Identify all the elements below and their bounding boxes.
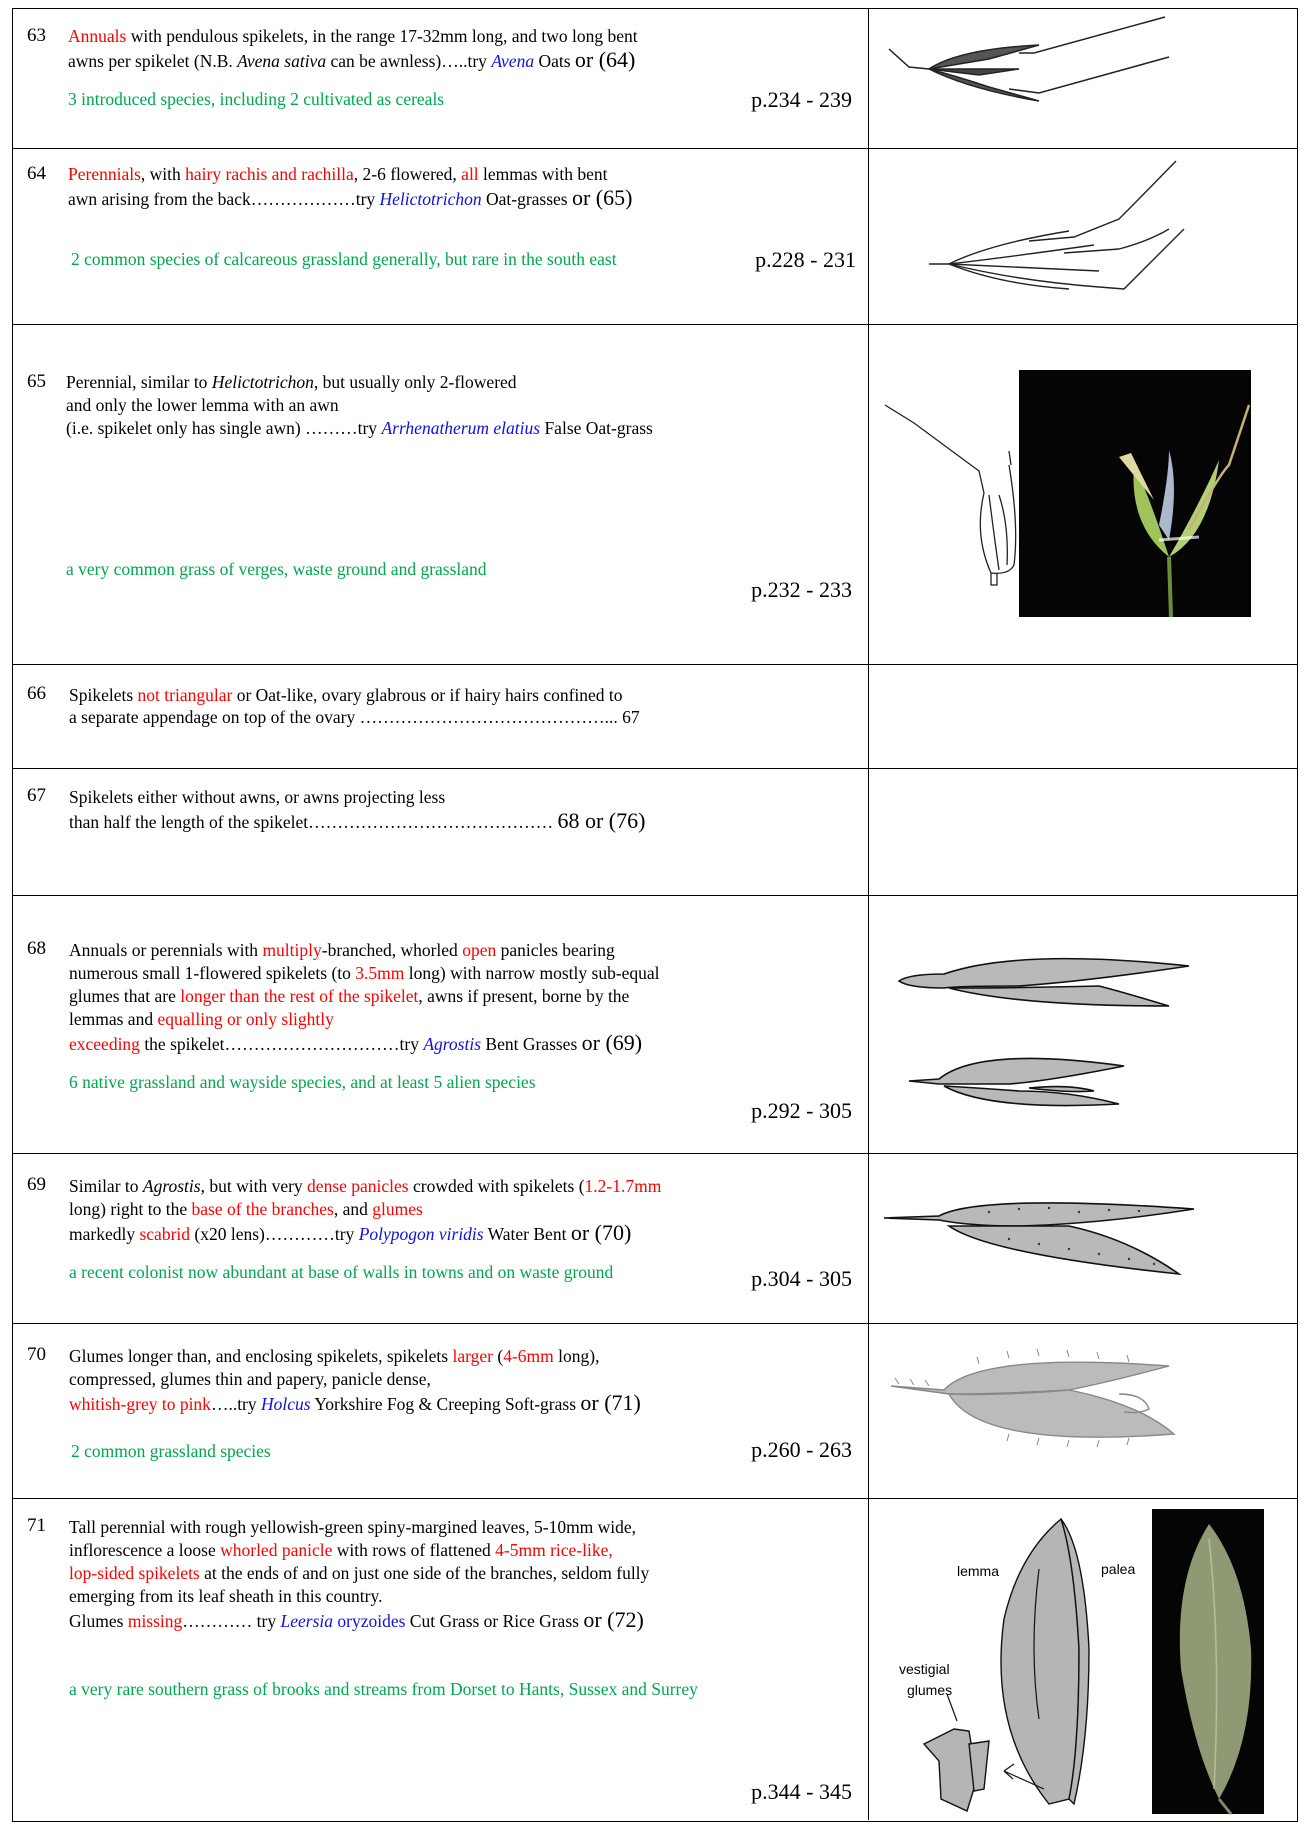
- next-couplet-link[interactable]: 68 or (76): [557, 808, 646, 833]
- couplet-number: 69: [27, 1174, 46, 1195]
- species-name: Arrhenatherum elatius: [381, 418, 541, 438]
- couplet-line: [69, 1516, 636, 1539]
- highlight-text: 3.5mm: [355, 963, 405, 983]
- text: Bent Grasses: [481, 1034, 582, 1054]
- text: and only the lower lemma with an awn: [66, 395, 339, 415]
- helictotrichon-spikelet-drawing: [869, 149, 1299, 325]
- figure-label-lemma: lemma: [957, 1563, 1000, 1579]
- highlight-text: 1.2-1.7mm: [584, 1176, 662, 1196]
- couplet-number: 70: [27, 1344, 46, 1365]
- key-text-cell: [13, 149, 869, 324]
- next-couplet-link[interactable]: or (64): [574, 47, 636, 72]
- text: can be awnless)…..try: [326, 51, 492, 71]
- text: or Oat-like, ovary glabrous or if hairy hairs confined to: [232, 685, 623, 705]
- next-couplet-link[interactable]: a separate appendage on top of the ovary ……………………………………... 67: [69, 707, 640, 727]
- genus-name: Holcus: [261, 1394, 311, 1414]
- key-text-cell: [13, 9, 869, 148]
- genus-name: Leersia: [280, 1611, 333, 1631]
- couplet-line: [69, 1391, 641, 1416]
- avena-spikelet-drawing: [869, 9, 1299, 149]
- key-text-cell: [13, 1324, 869, 1498]
- text: Water Bent: [483, 1224, 571, 1244]
- text: crowded with spikelets (: [408, 1176, 585, 1196]
- couplet-number: 71: [27, 1515, 46, 1536]
- page-reference: p.304 - 305: [751, 1266, 852, 1291]
- text: Yorkshire Fog & Creeping Soft-grass: [310, 1394, 581, 1414]
- highlight-text: multiply: [262, 940, 322, 960]
- agrostis-spikelets-drawing: [869, 896, 1299, 1154]
- key-text-cell: [13, 325, 869, 664]
- figure-cell: [869, 149, 1297, 324]
- text: with rows of flattened: [332, 1540, 496, 1560]
- key-text-cell: [13, 665, 869, 768]
- key-text-cell: [13, 1154, 869, 1323]
- genus-name: Agrostis: [142, 1176, 201, 1196]
- highlight-text: glumes: [372, 1199, 423, 1219]
- text: , but usually only 2-flowered: [313, 372, 517, 392]
- figure-cell: [869, 896, 1297, 1153]
- text: , and: [333, 1199, 373, 1219]
- couplet-line: [69, 1031, 642, 1056]
- page-reference: p.344 - 345: [751, 1779, 852, 1804]
- couplet-line: [69, 809, 645, 834]
- couplet-number: 68: [27, 938, 46, 959]
- text: lemmas with bent: [478, 164, 608, 184]
- highlight-text: Perennials: [68, 164, 141, 184]
- text: glumes that are: [69, 986, 181, 1006]
- text: …..try: [210, 1394, 262, 1414]
- couplet-line: [69, 962, 660, 985]
- highlight-text: open: [462, 940, 497, 960]
- couplet-line: [69, 1608, 644, 1633]
- text: at the ends of and on just one side of the branches, seldom fully: [199, 1563, 650, 1583]
- text: lemmas and: [69, 1009, 158, 1029]
- text: False Oat-grass: [540, 418, 653, 438]
- text: long) right to the: [69, 1199, 192, 1219]
- figure-cell: [869, 1499, 1297, 1820]
- key-row-69: [13, 1154, 1297, 1324]
- couplet-line: [66, 371, 517, 394]
- highlight-text: not triangular: [137, 685, 233, 705]
- highlight-text: exceeding: [69, 1034, 140, 1054]
- genus-name: Avena: [491, 51, 535, 71]
- figure-cell: [869, 9, 1297, 148]
- text: long),: [553, 1346, 600, 1366]
- couplet-line: [69, 684, 623, 707]
- figure-cell: [869, 1324, 1297, 1498]
- highlight-text: dense panicles: [307, 1176, 409, 1196]
- text: awn arising from the back………………try: [68, 189, 380, 209]
- page-reference: p.234 - 239: [751, 87, 852, 112]
- couplet-number: 63: [27, 25, 46, 46]
- key-row-64: [13, 149, 1297, 325]
- highlight-text: base of the branches: [191, 1199, 334, 1219]
- habitat-note: 2 common species of calcareous grassland generally, but rare in the south east: [71, 249, 617, 269]
- text: awns per spikelet (N.B.: [68, 51, 238, 71]
- couplet-line: [68, 25, 638, 48]
- habitat-note: a recent colonist now abundant at base of walls in towns and on waste ground: [69, 1262, 614, 1282]
- figure-label-palea: palea: [1101, 1561, 1136, 1577]
- key-row-70: [13, 1324, 1297, 1499]
- text: (i.e. spikelet only has single awn) ………try: [66, 418, 382, 438]
- next-couplet-link[interactable]: or (65): [571, 185, 633, 210]
- text: compressed, glumes thin and papery, panicle dense,: [69, 1369, 431, 1389]
- text: emerging from its leaf sheath in this country.: [69, 1586, 383, 1606]
- page-reference: p.260 - 263: [751, 1437, 852, 1462]
- key-row-71: [13, 1499, 1297, 1820]
- holcus-spikelet-drawing: [869, 1324, 1299, 1499]
- couplet-line: [69, 1562, 649, 1585]
- text: numerous small 1-flowered spikelets (to: [69, 963, 356, 983]
- figure-cell-empty: [869, 665, 1297, 768]
- key-text-cell: [13, 769, 869, 895]
- key-row-63: [13, 9, 1297, 149]
- highlight-text: Annuals: [68, 26, 127, 46]
- couplet-line: [69, 706, 640, 729]
- couplet-line: [66, 394, 339, 417]
- text: panicles bearing: [496, 940, 615, 960]
- couplet-line: [69, 1008, 334, 1031]
- text: Perennial, similar to: [66, 372, 212, 392]
- couplet-line: [69, 985, 629, 1008]
- highlight-text: all: [461, 164, 479, 184]
- key-row-68: [13, 896, 1297, 1154]
- highlight-text: lop-sided spikelets: [69, 1563, 200, 1583]
- couplet-line: [68, 186, 632, 211]
- text: -branched, whorled: [321, 940, 463, 960]
- couplet-line: [69, 1175, 661, 1198]
- figure-label-glumes: glumes: [907, 1682, 953, 1698]
- leersia-drawing-and-photo: [869, 1499, 1299, 1820]
- species-epithet: oryzoides: [333, 1611, 406, 1631]
- text: , awns if present, borne by the: [418, 986, 630, 1006]
- next-couplet-link[interactable]: or (72): [583, 1607, 644, 1632]
- text: Cut Grass or Rice Grass: [405, 1611, 584, 1631]
- page-reference: p.228 - 231: [755, 247, 856, 272]
- next-couplet-link[interactable]: or (69): [581, 1030, 643, 1055]
- polypogon-spikelet-drawing: [869, 1154, 1299, 1324]
- habitat-note: 6 native grassland and wayside species, and at least 5 alien species: [69, 1072, 536, 1092]
- couplet-line: [69, 939, 615, 962]
- key-row-65: [13, 325, 1297, 665]
- highlight-text: missing: [127, 1611, 183, 1631]
- text: ………… try: [182, 1611, 281, 1631]
- highlight-text: scabrid: [139, 1224, 191, 1244]
- habitat-note: 2 common grassland species: [71, 1441, 271, 1461]
- text: (: [492, 1346, 504, 1366]
- habitat-note: 3 introduced species, including 2 cultivated as cereals: [68, 89, 445, 109]
- text: long) with narrow mostly sub-equal: [404, 963, 660, 983]
- highlight-text: 4-6mm: [503, 1346, 554, 1366]
- next-couplet-link[interactable]: or (71): [580, 1390, 641, 1415]
- text: Oats: [534, 51, 575, 71]
- page-reference: p.292 - 305: [751, 1098, 852, 1123]
- key-row-66: [13, 665, 1297, 769]
- key-row-67: [13, 769, 1297, 896]
- page-reference: p.232 - 233: [751, 577, 852, 602]
- identification-key-table: [12, 8, 1298, 1822]
- highlight-text: whitish-grey to pink: [69, 1394, 211, 1414]
- couplet-line: [69, 1368, 431, 1391]
- highlight-text: equalling or only slightly: [157, 1009, 334, 1029]
- text: Tall perennial with rough yellowish-green spiny-margined leaves, 5-10mm wide,: [69, 1517, 637, 1537]
- text: Spikelets: [69, 685, 138, 705]
- text: Similar to: [69, 1176, 143, 1196]
- highlight-text: whorled panicle: [220, 1540, 333, 1560]
- species-name: Avena sativa: [237, 51, 327, 71]
- key-text-cell: [13, 1499, 869, 1820]
- highlight-text: 4-5mm rice-like,: [495, 1540, 613, 1560]
- habitat-note: a very common grass of verges, waste ground and grassland: [66, 559, 487, 579]
- text: , but with very: [200, 1176, 308, 1196]
- species-name: Polypogon viridis: [358, 1224, 484, 1244]
- next-couplet-link[interactable]: or (70): [570, 1220, 632, 1245]
- couplet-number: 65: [27, 371, 46, 392]
- text: Spikelets either without awns, or awns projecting less: [69, 787, 446, 807]
- figure-cell: [869, 325, 1297, 664]
- figure-cell-empty: [869, 769, 1297, 895]
- text: inflorescence a loose: [69, 1540, 221, 1560]
- figure-cell: [869, 1154, 1297, 1323]
- couplet-line: [68, 48, 635, 73]
- couplet-line: [66, 417, 653, 440]
- highlight-text: hairy rachis and rachilla: [185, 164, 354, 184]
- couplet-line: [69, 1585, 382, 1608]
- key-text-cell: [13, 896, 869, 1153]
- text: Glumes: [69, 1611, 128, 1631]
- text: markedly: [69, 1224, 140, 1244]
- couplet-line: [69, 786, 445, 809]
- arrhenatherum-drawing-and-photo: [869, 325, 1299, 665]
- text: (x20 lens)…………try: [190, 1224, 359, 1244]
- couplet-number: 64: [27, 163, 46, 184]
- genus-name: Helictotrichon: [211, 372, 314, 392]
- couplet-line: [69, 1539, 613, 1562]
- highlight-text: longer than the rest of the spikelet: [180, 986, 419, 1006]
- text: Glumes longer than, and enclosing spikelets, spikelets: [69, 1346, 453, 1366]
- genus-name: Agrostis: [423, 1034, 482, 1054]
- figure-label-vestigial: vestigial: [899, 1661, 950, 1677]
- highlight-text: larger: [452, 1346, 493, 1366]
- text: with pendulous spikelets, in the range 17-32mm long, and two long bent: [126, 26, 638, 46]
- text: Oat-grasses: [481, 189, 572, 209]
- couplet-number: 66: [27, 683, 46, 704]
- text: , with: [140, 164, 186, 184]
- habitat-note: a very rare southern grass of brooks and streams from Dorset to Hants, Sussex and Surrey: [69, 1679, 698, 1699]
- couplet-line: [69, 1198, 423, 1221]
- text: the spikelet…………………………try: [139, 1034, 424, 1054]
- couplet-line: [69, 1221, 631, 1246]
- couplet-line: [68, 163, 607, 186]
- text: Annuals or perennials with: [69, 940, 263, 960]
- couplet-line: [69, 1345, 599, 1368]
- text: than half the length of the spikelet……………………………………: [69, 812, 558, 832]
- couplet-number: 67: [27, 785, 46, 806]
- text: , 2-6 flowered,: [353, 164, 462, 184]
- genus-name: Helictotrichon: [379, 189, 482, 209]
